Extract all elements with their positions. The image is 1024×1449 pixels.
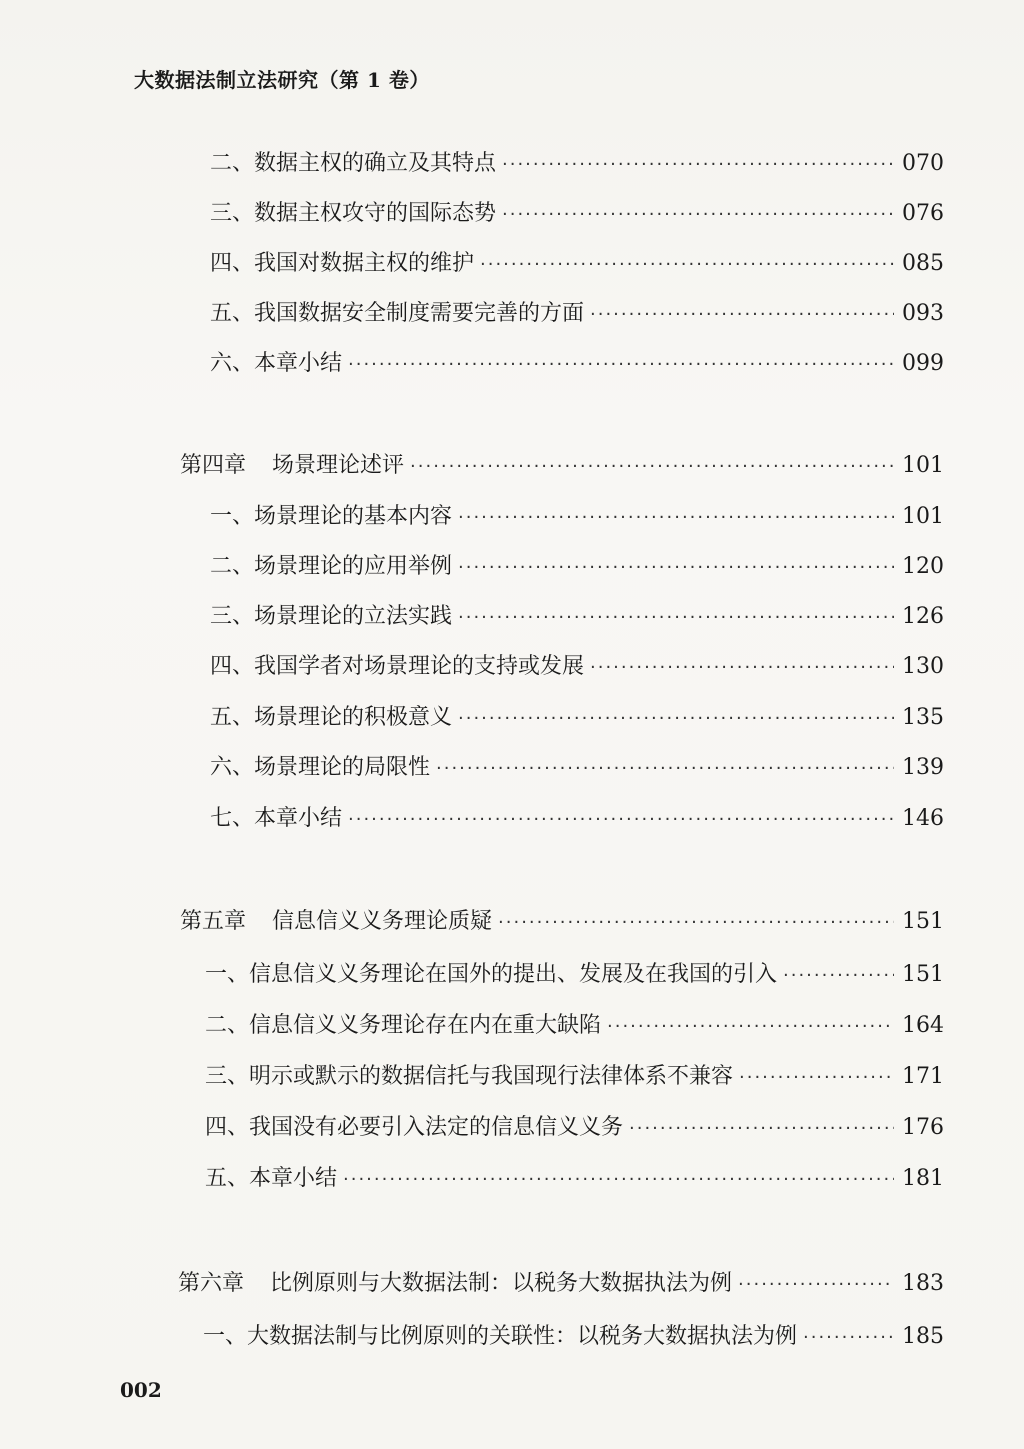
chapter-title: 场景理论述评 [272, 453, 405, 478]
toc-page-number: 101 [902, 504, 944, 529]
toc-chapter-label [180, 904, 492, 935]
toc-page-number: 164 [902, 1013, 944, 1038]
dot-leader [803, 1327, 894, 1348]
toc-entry-label: 一、场景理论的基本内容 [210, 504, 453, 529]
toc-entry-label: 五、本章小结 [205, 1166, 338, 1191]
toc-page-number: 070 [902, 151, 944, 176]
toc-entry-label: 二、数据主权的确立及其特点 [210, 151, 497, 176]
page-number-folio: 002 [120, 1378, 162, 1402]
toc-entry-label: 二、信息信义义务理论存在内在重大缺陷 [205, 1013, 602, 1038]
dot-leader [348, 354, 894, 375]
chapter-title: 比例原则与大数据法制：以税务大数据执法为例 [270, 1271, 733, 1296]
toc-entry-label: 四、我国学者对场景理论的支持或发展 [210, 654, 585, 679]
toc-entry-label: 四、我国对数据主权的维护 [210, 251, 475, 276]
toc-page-number: 146 [902, 806, 944, 831]
toc-page-number: 171 [902, 1064, 944, 1089]
toc-entry[interactable] [210, 649, 944, 680]
toc-entry-label: 七、本章小结 [210, 806, 343, 831]
toc-entry[interactable] [210, 196, 944, 227]
dot-leader [458, 607, 894, 628]
toc-page-number: 076 [902, 201, 944, 226]
dot-leader [502, 154, 894, 175]
dot-leader [480, 254, 894, 275]
toc-entry-label: 一、大数据法制与比例原则的关联性：以税务大数据执法为例 [203, 1324, 798, 1349]
toc-page-number: 093 [902, 301, 944, 326]
dot-leader [498, 912, 894, 933]
toc-entry[interactable] [210, 700, 944, 731]
toc-chapter-label [178, 1266, 732, 1297]
toc-entry-label: 三、场景理论的立法实践 [210, 604, 453, 629]
toc-chapter-6[interactable] [178, 1266, 944, 1297]
toc-entry-label: 五、场景理论的积极意义 [210, 705, 453, 730]
toc-entry[interactable] [210, 296, 944, 327]
toc-entry-label: 五、我国数据安全制度需要完善的方面 [210, 301, 585, 326]
toc-entry[interactable] [205, 1161, 944, 1192]
toc-page-number: 183 [902, 1271, 944, 1296]
toc-chapter-label [180, 448, 404, 479]
toc-entry[interactable] [205, 957, 944, 988]
toc-page-number: 099 [902, 351, 944, 376]
toc-page-number: 126 [902, 604, 944, 629]
toc-entry[interactable] [210, 146, 944, 177]
dot-leader [738, 1274, 894, 1295]
toc-entry-label: 六、本章小结 [210, 351, 343, 376]
toc-page-number: 101 [902, 453, 944, 478]
dot-leader [783, 965, 894, 986]
dot-leader [458, 708, 894, 729]
chapter-number: 第六章 [178, 1271, 245, 1296]
dot-leader [348, 809, 894, 830]
running-head: 大数据法制立法研究（第 1 卷） [134, 68, 430, 92]
toc-entry[interactable] [205, 1059, 944, 1090]
chapter-title: 信息信义义务理论质疑 [272, 909, 493, 934]
dot-leader [436, 758, 894, 779]
toc-entry[interactable] [203, 1319, 944, 1350]
toc-entry-label: 三、数据主权攻守的国际态势 [210, 201, 497, 226]
toc-entry-label: 六、场景理论的局限性 [210, 755, 431, 780]
toc-entry-label: 二、场景理论的应用举例 [210, 554, 453, 579]
toc-entry[interactable] [210, 246, 944, 277]
toc-entry-label: 四、我国没有必要引入法定的信息信义义务 [205, 1115, 624, 1140]
toc-page-number: 130 [902, 654, 944, 679]
chapter-number: 第四章 [180, 453, 247, 478]
dot-leader [502, 204, 894, 225]
toc-page-number: 085 [902, 251, 944, 276]
toc-entry[interactable] [210, 346, 944, 377]
toc-entry[interactable] [210, 599, 944, 630]
toc-entry[interactable] [210, 499, 944, 530]
dot-leader [739, 1067, 894, 1088]
dot-leader [590, 657, 894, 678]
toc-entry[interactable] [205, 1008, 944, 1039]
toc-entry[interactable] [205, 1110, 944, 1141]
toc-entry-label: 三、明示或默示的数据信托与我国现行法律体系不兼容 [205, 1064, 734, 1089]
dot-leader [343, 1169, 894, 1190]
toc-entry[interactable] [210, 801, 944, 832]
toc-page-number: 151 [902, 962, 944, 987]
toc-page-number: 151 [902, 909, 944, 934]
chapter-number: 第五章 [180, 909, 247, 934]
toc-entry[interactable] [210, 549, 944, 580]
dot-leader [458, 557, 894, 578]
toc-chapter-5[interactable] [180, 904, 944, 935]
toc-page-number: 120 [902, 554, 944, 579]
dot-leader [458, 507, 894, 528]
toc-page-number: 181 [902, 1166, 944, 1191]
toc-entry[interactable] [210, 750, 944, 781]
toc-chapter-4[interactable] [180, 448, 944, 479]
dot-leader [629, 1118, 894, 1139]
dot-leader [590, 304, 894, 325]
toc-page-number: 176 [902, 1115, 944, 1140]
toc-page-number: 135 [902, 705, 944, 730]
dot-leader [607, 1016, 894, 1037]
dot-leader [410, 456, 894, 477]
toc-page-number: 139 [902, 755, 944, 780]
toc-entry-label: 一、信息信义义务理论在国外的提出、发展及在我国的引入 [205, 962, 778, 987]
toc-page-number: 185 [902, 1324, 944, 1349]
